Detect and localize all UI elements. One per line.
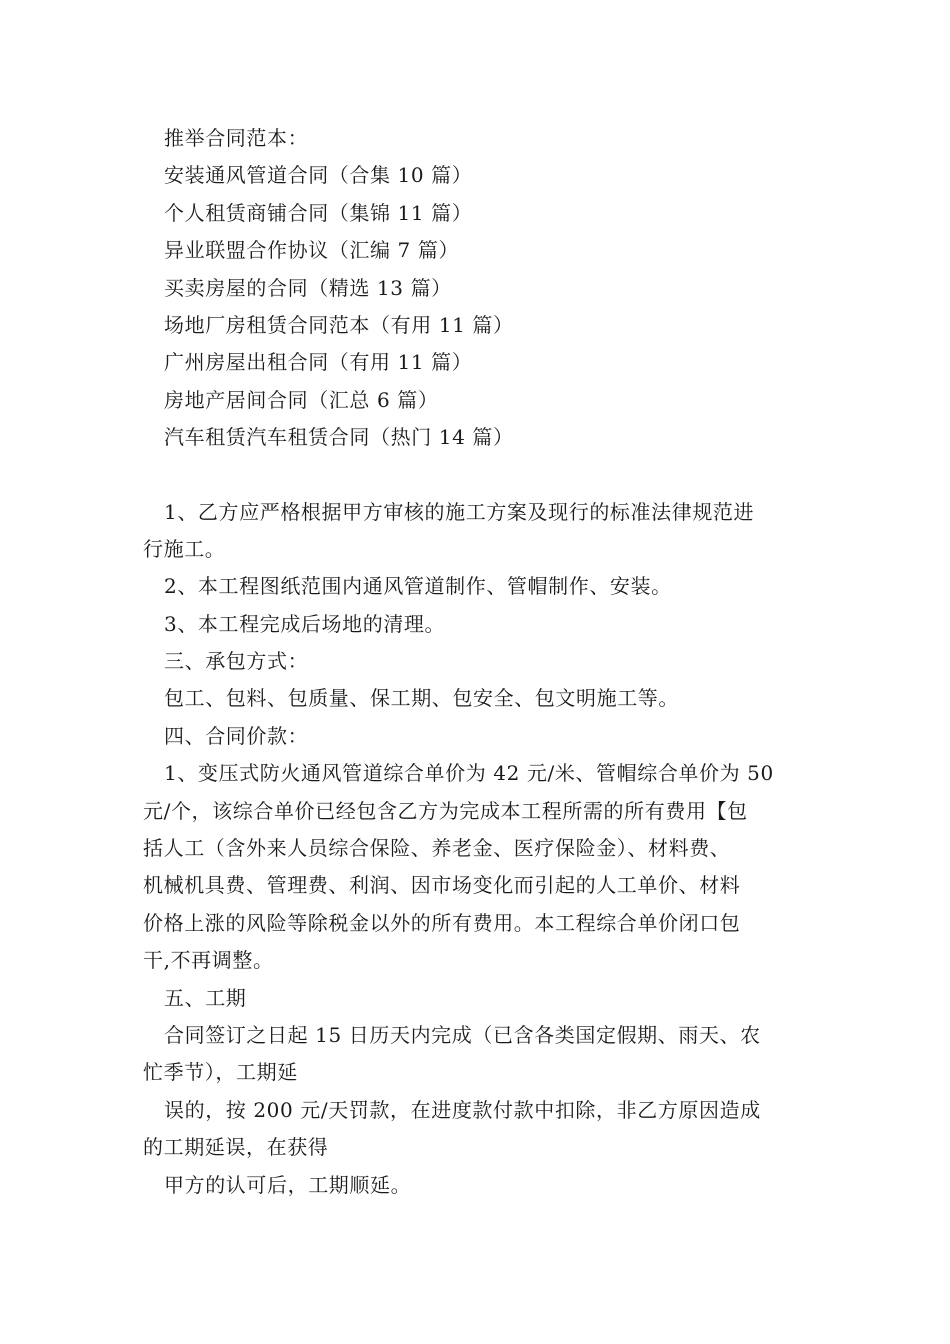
section-5-title: 五、工期: [164, 985, 247, 1010]
recommend-item[interactable]: 广州房屋出租合同（有用 11 篇）: [164, 350, 473, 375]
price-line: 1、变压式防火通风管道综合单价为 42 元/米、管帽综合单价为 50: [164, 761, 774, 786]
price-line: 机械机具费、管理费、利润、因市场变化而引起的人工单价、材料: [143, 873, 741, 898]
section-3-text: 包工、包料、包质量、保工期、包安全、包文明施工等。: [164, 686, 679, 711]
section-3-title: 三、承包方式：: [164, 649, 309, 674]
recommend-heading: 推举合同范本：: [164, 126, 309, 150]
section-4-title: 四、合同价款：: [164, 723, 309, 748]
recommend-item[interactable]: 房地产居间合同（汇总 6 篇）: [164, 387, 439, 412]
recommend-item[interactable]: 买卖房屋的合同（精选 13 篇）: [164, 275, 452, 300]
delay-line: 的工期延误，在获得: [143, 1135, 329, 1160]
recommend-item[interactable]: 安装通风管道合同（合集 10 篇）: [164, 163, 473, 188]
clause-1-line: 行施工。: [143, 536, 226, 561]
price-line: 括人工（含外来人员综合保险、养老金、医疗保险金）、材料费、: [143, 836, 731, 861]
period-line: 合同签订之日起 15 日历天内完成（已含各类国定假期、雨天、农: [164, 1022, 761, 1047]
price-line: 元/个，该综合单价已经包含乙方为完成本工程所需的所有费用【包: [143, 798, 748, 823]
period-line: 忙季节），工期延: [143, 1060, 298, 1085]
price-line: 价格上涨的风险等除税金以外的所有费用。本工程综合单价闭口包: [143, 910, 741, 935]
recommend-item[interactable]: 个人租赁商铺合同（集锦 11 篇）: [164, 200, 473, 225]
clause-2: 2、本工程图纸范围内通风管道制作、管帽制作、安装。: [164, 574, 672, 599]
recommend-item[interactable]: 场地厂房租赁合同范本（有用 11 篇）: [164, 312, 514, 337]
recommend-item[interactable]: 汽车租赁汽车租赁合同（热门 14 篇）: [164, 425, 514, 450]
price-line: 干,不再调整。: [143, 948, 274, 973]
clause-3: 3、本工程完成后场地的清理。: [164, 611, 446, 636]
approve-line: 甲方的认可后，工期顺延。: [164, 1172, 412, 1197]
delay-line: 误的，按 200 元/天罚款，在进度款付款中扣除，非乙方原因造成: [164, 1097, 761, 1122]
recommend-item[interactable]: 异业联盟合作协议（汇编 7 篇）: [164, 238, 460, 263]
document-page: [143, 120, 813, 1204]
clause-1-line: 1、乙方应严格根据甲方审核的施工方案及现行的标准法律规范进: [164, 499, 755, 524]
blank-line: [143, 457, 813, 494]
